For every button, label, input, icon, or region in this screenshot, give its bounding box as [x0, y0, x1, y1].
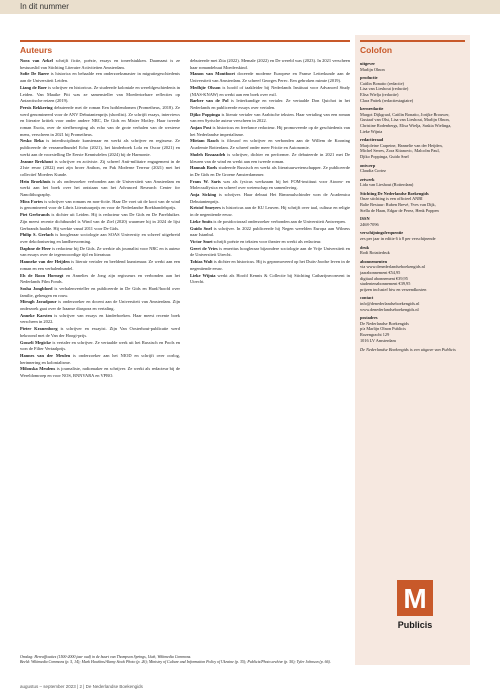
author-entry: [20, 179, 180, 199]
author-name: Miriam Rasch: [190, 138, 219, 144]
colophon-body: [360, 58, 465, 578]
author-name: Piet Gerbrands: [20, 212, 50, 218]
colophon-line: 1016 LV Amsterdam: [360, 337, 396, 343]
colophon-line: Christine Rodenbergs, Elisa Wielja, Saskia Wielinga,: [360, 122, 452, 128]
colophon-line: prijzen inclusief btw en verzendkosten: [360, 286, 427, 292]
author-name: Barber van de Pol: [190, 98, 229, 104]
author-bio: is onderzoeker en docent aan de Universiteit van Amsterdam. Zijn onderzoek gaat over de Iraanse diaspora en vertaling.: [20, 299, 180, 312]
author-name: Medhjie Olsson: [190, 84, 221, 90]
author-bio: is verhalenverteller en publiceerde in De Gids en Hard//hoofd over familie, geheugen en rouw.: [20, 285, 180, 298]
author-entry: [20, 199, 180, 212]
logo-letter: M: [403, 583, 427, 614]
colophon-label: ISSN: [360, 216, 370, 222]
author-name: Liang de Boer: [20, 84, 47, 90]
author-name: Jeanne Brekhout: [20, 158, 53, 164]
colophon-line: www.denederlandseboekengids.nl: [360, 306, 419, 312]
colophon-label: contact: [360, 295, 374, 301]
author-entry: [190, 205, 350, 218]
author-name: Djiko Poppinga: [190, 111, 221, 117]
author-name: Eh de Roon Hornegt: [20, 272, 64, 278]
publicis-logo: [393, 580, 437, 640]
colophon-line: Balie Bestuur: Ruben Brevé, Yves van Dijk,: [360, 202, 436, 208]
author-bio: was als fysicus werkzaam bij het FOM-instituut voor Atoom- en Molecuulfysica en schreef over wetenschap en samenleving.: [190, 178, 350, 191]
author-entry: [190, 71, 350, 84]
author-bio: studeerde Russisch en werkt als literatuurwetenschapper. Ze publiceerde in De Gids en De Groene Amsterdammer.: [190, 165, 350, 177]
colophon-line: zes per jaar in editie 6 à 8 per verschijnende: [360, 236, 436, 242]
colophon-label: redactieraad: [360, 137, 384, 143]
author-name: Sofie De Baere: [20, 71, 49, 77]
author-name: Tobias Walt: [190, 259, 213, 265]
author-name: Hanneke van der Heijden: [20, 259, 70, 265]
author-entry: [190, 125, 350, 138]
author-bio: is vertaler en schrijver. Ze vertaalde werk uit het Russisch en Pools en won de Filter Vertaalprijs.: [20, 339, 180, 352]
author-bio: is dichter en historicus. Hij is gepromoveerd op het Duits-Joodse leven in de negentiende eeuw.: [190, 259, 350, 271]
author-name: Anneke Karsten: [20, 312, 53, 318]
author-bio: is historicus aan de KU Leuven. Hij schrijft over taal, cultuur en religie in de negentiende eeuw.: [190, 205, 350, 218]
author-entry: [20, 340, 180, 353]
author-name: Daphne de Heer: [20, 245, 51, 251]
author-entry: [20, 366, 180, 379]
author-name: Gosseli Megicke: [20, 339, 51, 345]
author-bio: is schrijver. Haar debuut Het Rimsmulschinder won de Academica Debutantenprijs.: [190, 192, 350, 204]
author-bio: is schrijver en historicus. Ze studeerde koloniale en wereldgeschiedenis in Leiden. Van Maaike Pitt was ze samensteller van Moedertorbare reflecties op Antarctische reizen (2019).: [20, 84, 180, 104]
author-entry: [190, 165, 350, 178]
colophon-line: digitaal abonnement €39,95: [360, 275, 408, 281]
section-title: In dit nummer: [20, 2, 69, 11]
author-name: Lieke Smits: [190, 218, 213, 224]
colophon-label: postadres: [360, 315, 378, 321]
colophon-line: Michel Serres, Zora Kitanovic, Malcolm Paul,: [360, 148, 440, 154]
colophon-line: Rodi Rotatiedruk: [360, 250, 390, 256]
authors-column-2: [190, 58, 350, 653]
author-entry: [20, 326, 180, 339]
author-name: Sholeh Rezazadeh: [190, 151, 226, 157]
author-name: Mira Fortes: [20, 198, 43, 204]
author-entry: [190, 259, 350, 272]
author-name: Pieter Kranenborg: [20, 326, 58, 332]
author-bio: is emeritus hoogleraar bijzondere sociologie aan de Vrije Universiteit en de Universiteit Utrecht.: [190, 245, 350, 258]
colophon-line: Djiko Poppinga, Guido Snel: [360, 153, 409, 159]
author-bio: debuteerde met de roman Een hoiblendomen (Prometheus, 2018). Ze werd genomineerd voor de ANV Debutantenprijs (shortlist). Ze schrijft essays, interviews en literaire kritiek voor onder andere NRC, De Gids en Mister Motley. Haar tweede roman Exota, over de sterfbeweging als echo van de grote verhalen van de westerse mens, verscheen in 2021 bij Prometheus.: [20, 104, 180, 137]
colophon-line: 2468-7096: [360, 221, 379, 227]
author-bio: is letterkundige en vertaler. Ze vertaalde Don Quichot in het Nederlands en publiceerde essays over vertalen.: [190, 98, 350, 110]
colophon-line: Stella de Haan, Edgar de Perez, Henk Poppen: [360, 207, 439, 213]
author-entry: [190, 273, 350, 286]
author-entry: [20, 212, 180, 232]
author-bio: is onderzoeker aan het NIOD en schrijft over oorlog, herinnering en kolonialisme.: [20, 352, 180, 365]
author-bio: is hoogleraar sociologie aan SOAS University en schreef uitgebreid over dekolonisering en landhervorming.: [20, 232, 180, 244]
author-name: Hannah Roels: [190, 165, 218, 171]
cover-credit: Omslag: Hereaffixaties (1500-2000 jaar oud) in de buurt van Thompson Springs, Utah, Wikimedia Commons.: [20, 655, 192, 659]
author-entry: [190, 98, 350, 111]
author-bio: is schrijver en activiste. Zij schreef Anti-militaire engagement in de 21ste eeuw (2022) met zijn broer Anthon, en Pak Moderne Terreur (2021) met het collectief Moeders Kunde.: [20, 158, 180, 177]
author-bio: is de postdoctoraal onderzoeker verbonden aan de Universiteit Antwerpen.: [213, 218, 346, 224]
author-entry: [20, 85, 180, 105]
author-bio: is schrijver van essays en kinderboeken. Haar meest recente boek verscheen in 2022.: [20, 312, 180, 325]
colophon-line: Onze stichting is een officieel ANBI: [360, 196, 423, 202]
author-entry: [20, 246, 180, 259]
colophon-line: Caitlin Bonatto (redactie): [360, 80, 404, 86]
author-entry: [20, 286, 180, 299]
author-name: Frans W. Saris: [190, 178, 221, 184]
authors-heading: Auteurs: [20, 45, 53, 55]
author-bio: schrijft fictie, poëzie, essays en toneelstukken. Daarnaast is ze bestuurslid van Stichting Literaire Activiteiten Amsterdam.: [20, 58, 180, 70]
author-name: Kristof Smeyers: [190, 205, 221, 211]
author-bio: doceerde moderne Europese en Franse Letterkunde aan de Universiteit van Amsterdam. Ze schreef Georges Perec. Een gebroken ruimte (2019).: [190, 71, 350, 84]
author-entry: [190, 179, 350, 192]
author-entry: [20, 273, 180, 286]
author-bio: is literair vertaler van Arabische teksten. Haar vertaling van een roman van een Syrische auteur verscheen in 2022.: [190, 111, 350, 124]
author-name: Guido Snel: [190, 225, 212, 231]
authors-rule: [20, 40, 350, 42]
author-bio: is filosoof en schrijver en verbonden aan de Willem de Kooning Academie Rotterdam. Ze schreef onder meer Frictie en Autonomie.: [190, 138, 350, 151]
author-name: Lieke Wijnia: [190, 272, 216, 278]
author-name: Mirugh Javadpour: [20, 299, 57, 305]
colophon-line: Elisa Wielja (redactie): [360, 91, 399, 97]
author-name: Manon van Montfoort: [190, 71, 235, 77]
author-name: Anja Sicking: [190, 192, 217, 198]
author-entry: [190, 112, 350, 125]
colophon-line: jaarabonnement €54,95: [360, 270, 401, 275]
author-entry: [190, 58, 350, 71]
author-entry: [20, 138, 180, 158]
author-entry: [20, 232, 180, 245]
author-entry: [20, 159, 180, 179]
author-bio: en Annelies de Jong zijn regisseurs en verbonden aan het Nederlands Film Fonds.: [20, 272, 180, 285]
author-bio: is redacteur bij De Gids. Ze werkte als journalist voor NRC en is auteur van essays over de tegenwoordige tijd en literatuur.: [20, 245, 180, 258]
colophon-line: studentenabonnement €39,95: [360, 281, 411, 287]
colophon-line: via www.denederlandseboekengids.nl: [360, 264, 425, 270]
author-bio: schrijft poëzie en teksten voor theater en werkt als redacteur.: [213, 238, 322, 244]
authors-column-1: [20, 58, 180, 653]
footnotes: [20, 655, 350, 665]
author-name: Anjan Post: [190, 125, 212, 131]
colophon-rule: [360, 40, 465, 42]
colophon-line: Lida van Lieshout (Rotterdam): [360, 182, 414, 188]
colophon-line: Lieke Wijnia: [360, 128, 383, 134]
author-entry: [190, 192, 350, 205]
colophon-label: zetwerk: [360, 176, 375, 182]
colophon-line: Lisa van Lieshout (redactie): [360, 86, 409, 92]
author-entry: [20, 353, 180, 366]
colophon-label: uitgever: [360, 61, 376, 66]
author-name: Persis Bekkering: [20, 104, 53, 110]
author-entry: [20, 259, 180, 272]
top-bar: [0, 0, 500, 14]
colophon-line: info@denederlandseboekengids.nl: [360, 300, 420, 306]
author-bio: debuteerde met Zita (2022). Memale (2022) en De wereld was (2023). In 2021 verscheen haar romandebuut Moederskind.: [190, 58, 350, 70]
image-credit: Beeld: Wikimedia Commons (p. 5, 14); Mark Hawkins/Alamy Stock Photo (p. 26); Ministry of Culture and Information Policy of Ukraine (p. 35); Publicis/Photo archive (p. 50); Tyler Johnson (p. 66).: [20, 660, 331, 664]
colophon-line: Claudia Cortez: [360, 168, 386, 174]
colophon-line: p/a Marlijn Olnon Publicis: [360, 326, 406, 332]
colophon-line: Clara Pattek (redactiestagiaire): [360, 97, 414, 103]
author-entry: [20, 105, 180, 139]
author-name: Hannes van der Meulen: [20, 352, 71, 358]
author-bio: is schrijver van romans en non-fictie. Haar De voet uit de kooi van de wind is genomineerd voor de Libris Literatuurprijs en voor de Nederlandse Boekhandelsprijs.: [20, 198, 180, 211]
logo-name: Publicis: [397, 620, 433, 630]
colophon-label: druk: [360, 244, 370, 250]
author-name: Philip S. Gerlach: [20, 232, 54, 238]
author-bio: is dichter uit Leiden. Hij is redacteur van De Gids en De Parelduiker. Zijn meest recente dichtbundel is Wind van de Ziel (2020) waarmee hij in 2024 de lijst Gerbrands haalde. Hij werkte vanaf 2011 voor De Gids.: [20, 212, 180, 231]
author-entry: [190, 85, 350, 98]
author-name: Nora van Arkel: [20, 58, 53, 63]
colophon-label: ontwerp: [360, 162, 376, 168]
colophon-line: Rozengracht 129: [360, 331, 390, 337]
colophon-line: Gustaaf van Olst, Lisa van Lieshout, Marlijn Olnon,: [360, 117, 450, 123]
author-entry: [190, 226, 350, 239]
colophon-label: productie: [360, 75, 378, 81]
author-entry: [190, 219, 350, 226]
author-entry: [20, 299, 180, 312]
author-name: Geert de Vries: [190, 245, 218, 251]
author-entry: [190, 138, 350, 151]
author-entry: [20, 58, 180, 71]
author-bio: is schrijver en essayist. Zijn Van Oosterhout-publicatie werd bekroond met de Van der Hoogt-prijs.: [20, 326, 180, 338]
author-bio: werkt als Hoofd Kennis & Collectie bij Stichting Catharijneconvent in Utrecht.: [190, 272, 350, 285]
author-bio: is historicus en freelance redacteur. Hij promoveerde op de geschiedenis van het Nederlandse imperialisme.: [190, 125, 350, 137]
author-entry: [190, 239, 350, 246]
author-bio: is journaliste, radiomaker en schrijver. Ze werkt als redacteur bij de Wereldomroep en voor NOS, BNNVARA en VPRO.: [20, 366, 180, 379]
author-entry: [20, 71, 180, 84]
author-entry: [20, 313, 180, 326]
author-entry: [190, 152, 350, 165]
colophon-label: kernredactie: [360, 106, 384, 112]
author-name: Hein Broekhuis: [20, 178, 51, 184]
author-name: Sosha Jongbloed: [20, 285, 53, 291]
colophon-heading: Colofon: [360, 45, 393, 55]
author-name: Milouska Meulens: [20, 366, 56, 372]
page-footer: augustus – september 2023 | 2 | De Nederlandse Boekengids: [20, 684, 143, 689]
colophon-line: Marjoleine Carpeine, Hannelie van der Heijden,: [360, 142, 443, 148]
author-bio: is schrijver, dichter en performer. Ze debuteerde in 2021 met De kleuren van de wind en werkt aan een tweede roman.: [190, 151, 350, 164]
colophon-note: De Nederlandse Boekengids is een uitgave van Publicis: [360, 347, 456, 353]
colophon-label: abonnementen: [360, 258, 387, 264]
author-bio: is historica en behaalde een onderzoeksmaster in migratiegeschiedenis aan de Universiteit Leiden.: [20, 71, 180, 84]
author-entry: [190, 246, 350, 259]
colophon-line: De Nederlandse Boekengids: [360, 320, 409, 326]
author-bio: is literair vertaler en beeldend kunstenaar. Ze werkt aan een roman en een verhalenbundel.: [20, 259, 180, 271]
author-bio: is interdisciplinair kunstenaar en werkt als schrijver en regisseur. Ze publiceerde de verzamelbundel Echo (2021), het kinderboek Lola en Oscar (2021) en werkt aan de voorstelling De Eerste Kennisdelen (2024) bij de Harmonie.: [20, 138, 180, 157]
author-name: Victor Smet: [190, 238, 213, 244]
colophon-line: Margot Dijkgraaf, Caitlin Bonatto, Jorijke Brouwer,: [360, 111, 450, 117]
author-name: Nesko Beka: [20, 138, 44, 144]
colophon-line: Marlijn Olnon: [360, 66, 385, 72]
colophon-label: Stichting De Nederlandse Boekengids: [360, 190, 429, 196]
author-bio: is schrijver. In 2022 publiceerde hij Negen werelden Europa aan Wilness naar Istanbul.: [190, 225, 350, 238]
author-bio: is als onderzoeker verbonden aan de Universiteit van Amsterdam en werkt aan het boek over het ontstaan van het Advanced Research Center for Nanolithography.: [20, 178, 180, 198]
colophon-label: verschijningsfrequentie: [360, 230, 404, 236]
author-bio: is hoofd of taakleider bij Nederlands Instituut voor Advanced Study (NIAS-KNAW) en werkt aan een boek over exil.: [190, 84, 350, 97]
